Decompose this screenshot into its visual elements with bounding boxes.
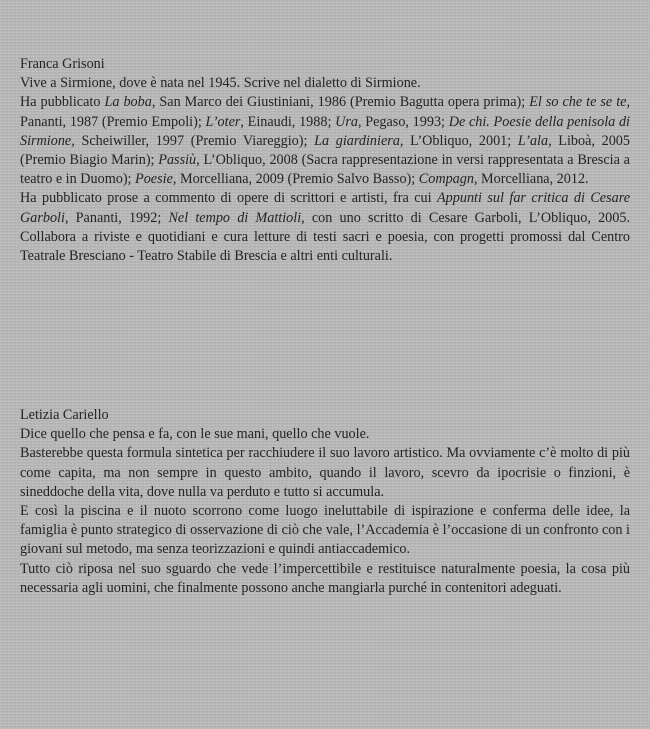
book-details: , L’Obliquo, 2001; <box>399 132 518 149</box>
book-title: De chi. Poesie della penisola di Sirmione <box>20 113 630 149</box>
book-details: , Einaudi, 1988; <box>240 113 336 130</box>
book-title: Compagn <box>418 171 474 188</box>
book-details: , Morcelliana, 2012. <box>473 171 589 188</box>
bio-paragraph: Tutto ciò riposa nel suo sguardo che vede l’impercettibile e restituisce naturalmente poesia, la cosa più necessaria agli uomini, che finalmente possono anche mangiarla purché in contenitori adeguati. <box>20 560 630 596</box>
book-details: , Scheiwiller, 1997 (Premio Viareggio); <box>71 132 315 149</box>
book-details: , Morcelliana, 2009 (Premio Salvo Basso); <box>172 171 419 188</box>
book-details: , Pegaso, 1993; <box>357 113 449 130</box>
book-title: L’oter <box>205 113 241 130</box>
book-title: Ura <box>335 113 358 130</box>
book-details: , San Marco dei Giustiniani, 1986 (Premio Bagutta opera prima); <box>151 94 530 111</box>
bio-paragraph: Basterebbe questa formula sintetica per racchiudere il suo lavoro artistico. Ma ovviamente c’è molto di più come capita, ma non sempre in questo ambito, quando il lavoro, scevro da ipocrisie o finzioni, è sineddoche della vita, dove nulla va perduto e tutto si accumula. <box>20 445 630 500</box>
book-title: El so che te se te <box>529 94 627 111</box>
publications-paragraph <box>20 93 630 189</box>
bio-intro: Vive a Sirmione, dove è nata nel 1945. Scrive nel dialetto di Sirmione. <box>20 75 421 92</box>
bio-franca-grisoni <box>20 55 630 266</box>
book-details: , con uno scritto di Cesare Garboli, L’Obliquo, 2005. Collabora a riviste e quotidiani e cura letture di testi sacri e poesia, con progetti promossi dal Centro Teatrale Bresciano - Teatro Stabile di Brescia e altri enti culturali. <box>20 209 631 265</box>
book-title: Poesie <box>135 171 173 188</box>
book-title: L’ala <box>517 132 549 149</box>
prose-paragraph <box>20 189 630 266</box>
author-name: Letizia Cariello <box>20 407 109 423</box>
book-title: Passiù <box>158 152 197 169</box>
book-details: , Pananti, 1987 (Premio Empoli); <box>20 94 631 130</box>
author-name: Franca Grisoni <box>20 56 105 72</box>
bio-paragraph: Dice quello che pensa e fa, con le sue mani, quello che vuole. <box>20 426 370 443</box>
book-title: Appunti sul far critica di Cesare Garboli <box>20 190 630 226</box>
bio-letizia-cariello <box>20 406 630 598</box>
book-title: La giardiniera <box>314 132 400 149</box>
book-details: , Pananti, 1992; <box>64 209 169 226</box>
book-title: La boba <box>104 94 152 111</box>
prose-lead: Ha pubblicato prose a commento di opere di scrittori e artisti, fra cui <box>20 190 438 207</box>
book-details: , L’Obliquo, 2008 (Sacra rappresentazione in versi rappresentata a Brescia a teatro e in Duomo); <box>20 152 630 188</box>
book-title: Nel tempo di Mattioli <box>168 209 302 226</box>
book-details: , Liboà, 2005 (Premio Biagio Marin); <box>20 132 630 169</box>
bio-paragraph: E così la piscina e il nuoto scorrono come luogo ineluttabile di ispirazione e conferma delle idee, la famiglia è punto strategico di osservazione di ciò che vale, l’Accademia è l’occasione di un confronto con i giovani sul metodo, ma senza teorizzazioni e quindi antiaccademico. <box>20 503 630 558</box>
publications-lead: Ha pubblicato <box>20 94 105 111</box>
